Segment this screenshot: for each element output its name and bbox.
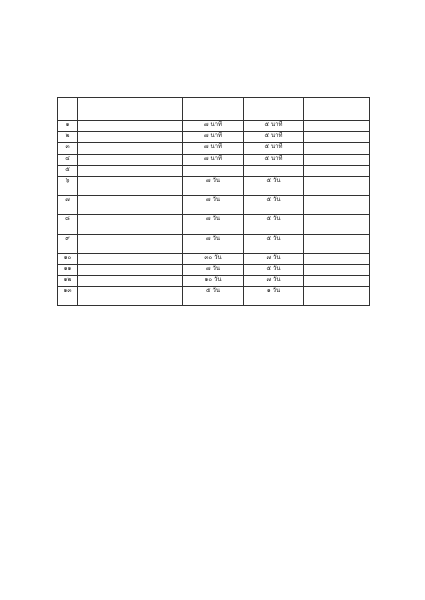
reduced-time bbox=[244, 253, 304, 264]
reduced-time-unit: วัน bbox=[273, 176, 281, 184]
reduced-time bbox=[244, 121, 304, 132]
standard-time-unit: วัน bbox=[212, 264, 220, 272]
standard-time bbox=[183, 253, 244, 264]
row-number: ๖ bbox=[58, 176, 78, 195]
service-name bbox=[78, 253, 183, 264]
service-name bbox=[78, 215, 183, 234]
reduced-time bbox=[244, 154, 304, 165]
row-number: ๑ bbox=[58, 121, 78, 132]
reduced-time-value: ๑ bbox=[266, 287, 271, 295]
responsible-office bbox=[304, 165, 370, 176]
row-number: ๑๒ bbox=[58, 276, 78, 287]
reduced-time bbox=[244, 264, 304, 275]
standard-time-value: ๗ bbox=[206, 215, 211, 223]
responsible-office bbox=[304, 154, 370, 165]
table-row bbox=[58, 234, 370, 253]
row-number: ๘ bbox=[58, 215, 78, 234]
row-number: ๑๓ bbox=[58, 287, 78, 306]
standard-time bbox=[183, 132, 244, 143]
reduced-time-unit: วัน bbox=[273, 196, 281, 204]
table-row bbox=[58, 287, 370, 306]
table-row bbox=[58, 215, 370, 234]
standard-time-value: ๑๐ bbox=[204, 276, 212, 284]
reduced-time bbox=[244, 165, 304, 176]
standard-time-unit: นาที bbox=[210, 143, 222, 151]
responsible-office bbox=[304, 234, 370, 253]
table-row bbox=[58, 264, 370, 275]
responsible-office bbox=[304, 132, 370, 143]
table-row bbox=[58, 132, 370, 143]
header-service bbox=[78, 98, 183, 121]
standard-time bbox=[183, 143, 244, 154]
standard-time bbox=[183, 234, 244, 253]
standard-time bbox=[183, 287, 244, 306]
standard-time-value: ๕ bbox=[205, 287, 211, 295]
standard-time-value: ๓๐ bbox=[204, 253, 213, 261]
reduced-time-value: ๕ bbox=[266, 264, 272, 272]
table-row bbox=[58, 154, 370, 165]
reduced-time-value: ๕ bbox=[264, 143, 270, 151]
responsible-office bbox=[304, 196, 370, 215]
service-name bbox=[78, 264, 183, 275]
standard-time-unit: วัน bbox=[212, 176, 220, 184]
service-name bbox=[78, 121, 183, 132]
responsible-office bbox=[304, 176, 370, 195]
reduced-time-value: ๕ bbox=[266, 215, 272, 223]
reduced-time bbox=[244, 287, 304, 306]
reduced-time-value: ๕ bbox=[266, 234, 272, 242]
standard-time bbox=[183, 264, 244, 275]
standard-time-value: ๗ bbox=[204, 132, 209, 140]
responsible-office bbox=[304, 287, 370, 306]
row-number: ๑๐ bbox=[58, 253, 78, 264]
standard-time-unit: วัน bbox=[212, 215, 220, 223]
service-name bbox=[78, 196, 183, 215]
row-number: ๒ bbox=[58, 132, 78, 143]
standard-time-value: ๗ bbox=[206, 234, 211, 242]
standard-time-unit: วัน bbox=[212, 234, 220, 242]
service-name bbox=[78, 154, 183, 165]
reduced-time bbox=[244, 234, 304, 253]
table-row bbox=[58, 253, 370, 264]
reduced-time-value: ๗ bbox=[266, 276, 272, 284]
standard-time-value: ๗ bbox=[204, 154, 209, 162]
header-standard-time bbox=[183, 98, 244, 121]
reduced-time-value: ๗ bbox=[266, 253, 272, 261]
reduced-time bbox=[244, 215, 304, 234]
responsible-office bbox=[304, 264, 370, 275]
service-name bbox=[78, 165, 183, 176]
service-name bbox=[78, 276, 183, 287]
row-number: ๑๑ bbox=[58, 264, 78, 275]
standard-time bbox=[183, 176, 244, 195]
standard-time bbox=[183, 276, 244, 287]
reduced-time-unit: วัน bbox=[273, 253, 281, 261]
reduced-time bbox=[244, 276, 304, 287]
responsible-office bbox=[304, 253, 370, 264]
header-office bbox=[304, 98, 370, 121]
standard-time bbox=[183, 165, 244, 176]
reduced-time-value: ๕ bbox=[264, 132, 270, 140]
reduced-time-unit: วัน bbox=[273, 276, 281, 284]
standard-time bbox=[183, 121, 244, 132]
responsible-office bbox=[304, 143, 370, 154]
header-reduced-time bbox=[244, 98, 304, 121]
reduced-time-unit: นาที bbox=[271, 154, 283, 162]
row-number: ๕ bbox=[58, 165, 78, 176]
header-number bbox=[58, 98, 78, 121]
reduced-time-unit: วัน bbox=[272, 287, 281, 295]
service-name bbox=[78, 143, 183, 154]
responsible-office bbox=[304, 121, 370, 132]
reduced-time bbox=[244, 196, 304, 215]
row-number: ๗ bbox=[58, 196, 78, 215]
reduced-time bbox=[244, 176, 304, 195]
responsible-office bbox=[304, 276, 370, 287]
reduced-time-unit: นาที bbox=[271, 132, 283, 140]
standard-time-value: ๗ bbox=[206, 264, 211, 272]
standard-time bbox=[183, 215, 244, 234]
reduced-time-unit: นาที bbox=[271, 121, 283, 128]
standard-time-value: ๗ bbox=[204, 143, 209, 151]
service-time-table bbox=[57, 97, 370, 306]
reduced-time bbox=[244, 132, 304, 143]
reduced-time-unit: วัน bbox=[273, 215, 281, 223]
standard-time-unit: วัน bbox=[212, 196, 220, 204]
table-row bbox=[58, 196, 370, 215]
table-row bbox=[58, 165, 370, 176]
reduced-time-unit: วัน bbox=[273, 264, 281, 272]
standard-time-unit: นาที bbox=[210, 121, 222, 128]
row-number: ๙ bbox=[58, 234, 78, 253]
reduced-time-value: ๕ bbox=[264, 154, 270, 162]
service-name bbox=[78, 132, 183, 143]
service-name bbox=[78, 234, 183, 253]
standard-time-unit: นาที bbox=[210, 132, 222, 140]
standard-time-unit: วัน bbox=[212, 287, 221, 295]
table-row bbox=[58, 176, 370, 195]
service-name bbox=[78, 176, 183, 195]
table-row bbox=[58, 276, 370, 287]
standard-time bbox=[183, 196, 244, 215]
standard-time-value: ๗ bbox=[204, 121, 209, 128]
table-row bbox=[58, 121, 370, 132]
reduced-time-value: ๕ bbox=[264, 121, 270, 128]
responsible-office bbox=[304, 215, 370, 234]
reduced-time-value: ๕ bbox=[266, 196, 272, 204]
table-header-row bbox=[58, 98, 370, 121]
standard-time-unit: วัน bbox=[214, 253, 222, 261]
reduced-time-value: ๕ bbox=[266, 176, 272, 184]
row-number: ๔ bbox=[58, 154, 78, 165]
row-number: ๓ bbox=[58, 143, 78, 154]
table-body bbox=[58, 121, 370, 306]
table-row bbox=[58, 143, 370, 154]
standard-time bbox=[183, 154, 244, 165]
service-name bbox=[78, 287, 183, 306]
standard-time-unit: วัน bbox=[214, 276, 222, 284]
standard-time-value: ๗ bbox=[206, 196, 211, 204]
standard-time-value: ๗ bbox=[206, 176, 211, 184]
reduced-time-unit: วัน bbox=[273, 234, 281, 242]
reduced-time-unit: นาที bbox=[271, 143, 283, 151]
reduced-time bbox=[244, 143, 304, 154]
standard-time-unit: นาที bbox=[210, 154, 222, 162]
